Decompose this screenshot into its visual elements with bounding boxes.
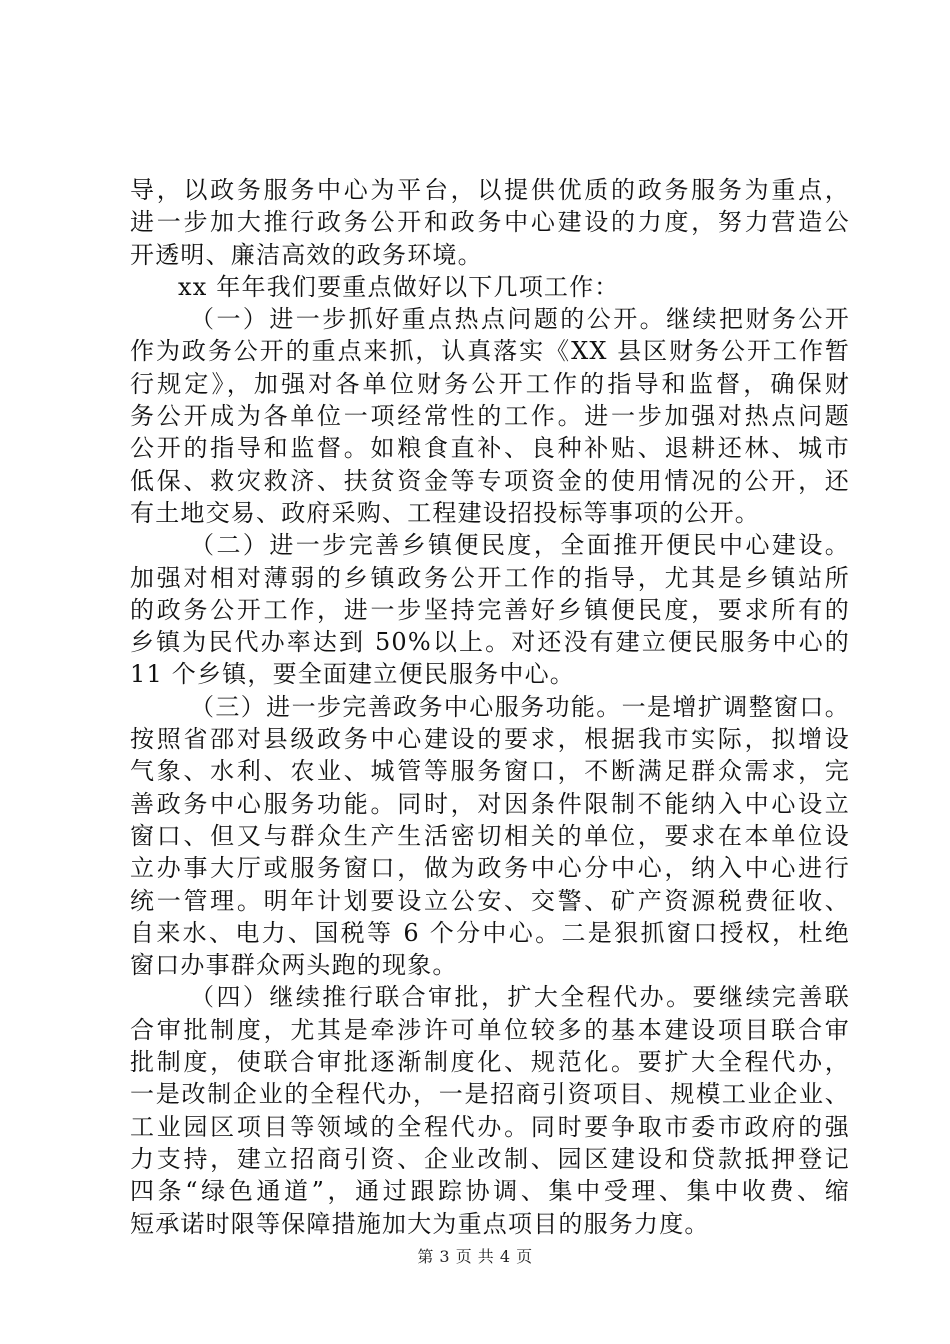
text-line: 自来水、电力、国税等 6 个分中心。二是狠抓窗口授权，杜绝 [130, 918, 850, 947]
text-line: 乡镇为民代办率达到 50%以上。对还没有建立便民服务中心的 [130, 628, 850, 657]
text-line: 11 个乡镇，要全面建立便民服务中心。 [130, 660, 575, 689]
text-line: 作为政务公开的重点来抓，认真落实《XX 县区财务公开工作暂 [130, 337, 850, 366]
text-line: 公开的指导和监督。如粮食直补、良种补贴、退耕还林、城市 [130, 434, 850, 463]
text-line: 开透明、廉洁高效的政务环境。 [130, 240, 483, 269]
text-line: （一）进一步抓好重点热点问题的公开。继续把财务公开 [190, 305, 850, 334]
text-line: 立办事大厅或服务窗口，做为政务中心分中心，纳入中心进行 [130, 854, 850, 883]
text-line: 行规定》，加强对各单位财务公开工作的指导和监督，确保财 [130, 369, 850, 398]
text-line: 一是改制企业的全程代办，一是招商引资项目、规模工业企业、 [130, 1080, 850, 1109]
text-line: 批制度，使联合审批逐渐制度化、规范化。要扩大全程代办， [130, 1048, 850, 1077]
document-body [130, 174, 850, 1240]
text-line: 四条“绿色通道”，通过跟踪协调、集中受理、集中收费、缩 [130, 1177, 850, 1206]
text-line: 短承诺时限等保障措施加大为重点项目的服务力度。 [130, 1209, 710, 1238]
text-line: （四）继续推行联合审批，扩大全程代办。要继续完善联 [190, 983, 850, 1012]
page-number-footer: 第 3 页 共 4 页 [417, 1247, 533, 1266]
text-line: 窗口、但又与群众生产生活密切相关的单位，要求在本单位设 [130, 821, 850, 850]
text-line: 力支持，建立招商引资、企业改制、园区建设和贷款抵押登记 [130, 1144, 850, 1173]
text-line: 统一管理。明年计划要设立公安、交警、矿产资源税费征收、 [130, 886, 850, 915]
text-line: 低保、救灾救济、扶贫资金等专项资金的使用情况的公开，还 [130, 466, 850, 495]
text-line: 合审批制度，尤其是牵涉许可单位较多的基本建设项目联合审 [130, 1015, 850, 1044]
text-line: 加强对相对薄弱的乡镇政务公开工作的指导，尤其是乡镇站所 [130, 563, 850, 592]
text-line: 工业园区项目等领域的全程代办。同时要争取市委市政府的强 [130, 1112, 850, 1141]
text-line: 进一步加大推行政务公开和政务中心建设的力度，努力营造公 [130, 208, 850, 237]
text-line: xx 年年我们要重点做好以下几项工作： [178, 272, 620, 301]
text-line: 气象、水利、农业、城管等服务窗口，不断满足群众需求，完 [130, 757, 850, 786]
text-line: 导，以政务服务中心为平台，以提供优质的政务服务为重点， [130, 176, 850, 204]
text-line: （二）进一步完善乡镇便民度，全面推开便民中心建设。 [190, 531, 850, 560]
text-line: 按照省邵对县级政务中心建设的要求，根据我市实际，拟增设 [130, 725, 850, 754]
text-line: 窗口办事群众两头跑的现象。 [130, 951, 458, 980]
text-line: 善政务中心服务功能。同时，对因条件限制不能纳入中心设立 [130, 789, 850, 818]
text-line: （三）进一步完善政务中心服务功能。一是增扩调整窗口。 [190, 692, 850, 721]
text-line: 的政务公开工作，进一步坚持完善好乡镇便民度，要求所有的 [130, 595, 850, 624]
text-line: 有土地交易、政府采购、工程建设招投标等事项的公开。 [130, 498, 760, 527]
text-line: 务公开成为各单位一项经常性的工作。进一步加强对热点问题 [130, 402, 850, 431]
